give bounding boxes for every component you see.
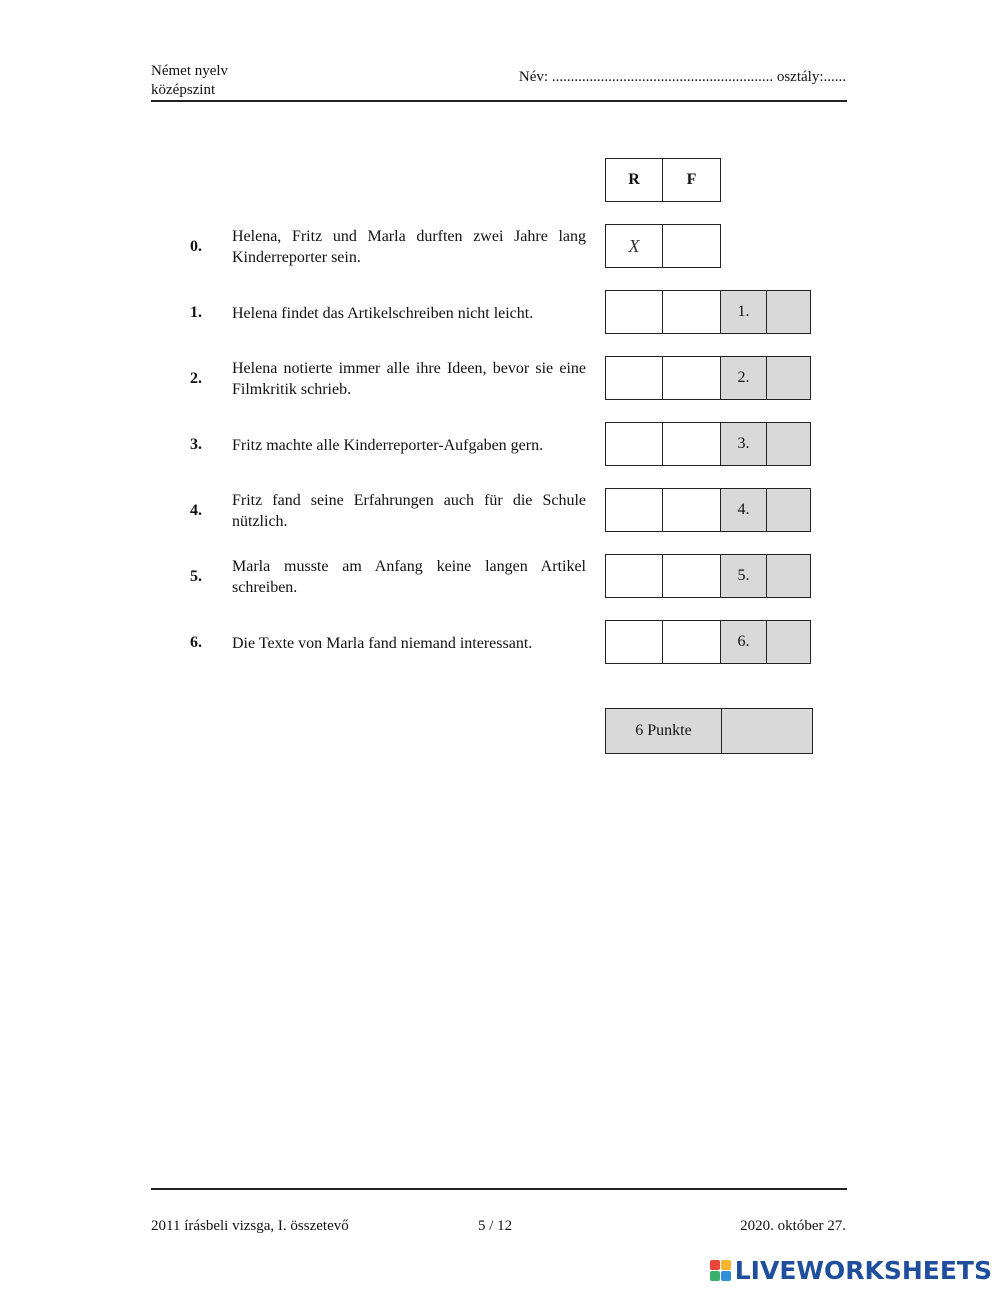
answer-boxes	[605, 422, 811, 466]
answer-boxes	[605, 488, 811, 532]
logo-square	[710, 1271, 720, 1281]
score-label: 6.	[721, 620, 767, 664]
total-points-box	[722, 708, 813, 754]
question-row	[190, 620, 815, 666]
score-box	[767, 620, 811, 664]
answer-box-f[interactable]	[663, 422, 721, 466]
total-points-label: 6 Punkte	[605, 708, 722, 754]
name-class-field: Név: ........................................................... osztály:......	[518, 69, 846, 85]
question-number: 3.	[190, 436, 202, 453]
score-box	[767, 488, 811, 532]
exam-date: 2020. október 27.	[740, 1218, 846, 1234]
page-number: 5 / 12	[478, 1218, 513, 1234]
liveworksheets-brand	[710, 1256, 992, 1285]
question-text: Die Texte von Marla fand niemand interessant.	[232, 634, 533, 652]
question-text: Helena notierte immer alle ihre Ideen, bevor sie eine Filmkritik schrieb.	[232, 360, 586, 398]
logo-square	[721, 1260, 731, 1270]
score-label: 1.	[721, 290, 767, 334]
brand-name: LIVEWORKSHEETS	[734, 1256, 992, 1285]
answer-box-r: X	[605, 224, 663, 268]
score-box	[767, 356, 811, 400]
answer-box-r[interactable]	[605, 422, 663, 466]
question-number: 5.	[190, 568, 202, 585]
richtig-header: R	[605, 158, 663, 202]
question-text-wrap	[232, 422, 586, 468]
question-text-wrap	[232, 554, 586, 600]
question-number: 2.	[190, 370, 202, 387]
question-row	[190, 224, 815, 270]
logo-square	[721, 1271, 731, 1281]
question-row	[190, 356, 815, 402]
question-number: 0.	[190, 238, 202, 255]
score-box	[767, 290, 811, 334]
answer-box-f	[663, 224, 721, 268]
score-label: 2.	[721, 356, 767, 400]
question-number: 6.	[190, 634, 202, 651]
answer-box-r[interactable]	[605, 290, 663, 334]
question-text-wrap	[232, 224, 586, 270]
answer-boxes	[605, 224, 721, 268]
answer-box-r[interactable]	[605, 620, 663, 664]
logo-square	[710, 1260, 720, 1270]
score-box	[767, 554, 811, 598]
answer-box-f[interactable]	[663, 554, 721, 598]
liveworksheets-logo-icon	[710, 1260, 731, 1281]
question-text-wrap	[232, 620, 586, 666]
question-row	[190, 554, 815, 600]
question-row	[190, 422, 815, 468]
question-text: Helena findet das Artikelschreiben nicht leicht.	[232, 304, 534, 322]
exam-code: 2011 írásbeli vizsga, I. összetevő	[151, 1218, 349, 1234]
answer-boxes	[605, 554, 811, 598]
question-row	[190, 488, 815, 534]
score-label: 4.	[721, 488, 767, 532]
question-text: Fritz fand seine Erfahrungen auch für die Schule nützlich.	[232, 492, 586, 530]
falsch-header: F	[663, 158, 721, 202]
score-label: 5.	[721, 554, 767, 598]
answer-box-r[interactable]	[605, 554, 663, 598]
question-text: Fritz machte alle Kinderreporter-Aufgaben gern.	[232, 436, 544, 454]
question-text-wrap	[232, 356, 586, 402]
subject-line: Német nyelv	[151, 63, 229, 79]
question-text-wrap	[232, 290, 586, 336]
answer-boxes	[605, 356, 811, 400]
question-number: 4.	[190, 502, 202, 519]
answer-boxes	[605, 620, 811, 664]
question-text: Marla musste am Anfang keine langen Artikel schreiben.	[232, 558, 586, 596]
header-rule	[151, 100, 847, 102]
answer-box-r[interactable]	[605, 488, 663, 532]
level-line: középszint	[151, 82, 216, 98]
exam-subject	[151, 62, 228, 100]
rf-header	[605, 158, 721, 202]
question-row	[190, 290, 815, 336]
question-text-wrap	[232, 488, 586, 534]
answer-box-f[interactable]	[663, 488, 721, 532]
question-number: 1.	[190, 304, 202, 321]
total-points	[605, 708, 813, 754]
answer-box-f[interactable]	[663, 356, 721, 400]
question-text: Helena, Fritz und Marla durften zwei Jahre lang Kinderreporter sein.	[232, 228, 586, 266]
answer-box-f[interactable]	[663, 620, 721, 664]
footer-rule	[151, 1188, 847, 1190]
score-label: 3.	[721, 422, 767, 466]
answer-box-r[interactable]	[605, 356, 663, 400]
score-box	[767, 422, 811, 466]
answer-box-f[interactable]	[663, 290, 721, 334]
answer-boxes	[605, 290, 811, 334]
